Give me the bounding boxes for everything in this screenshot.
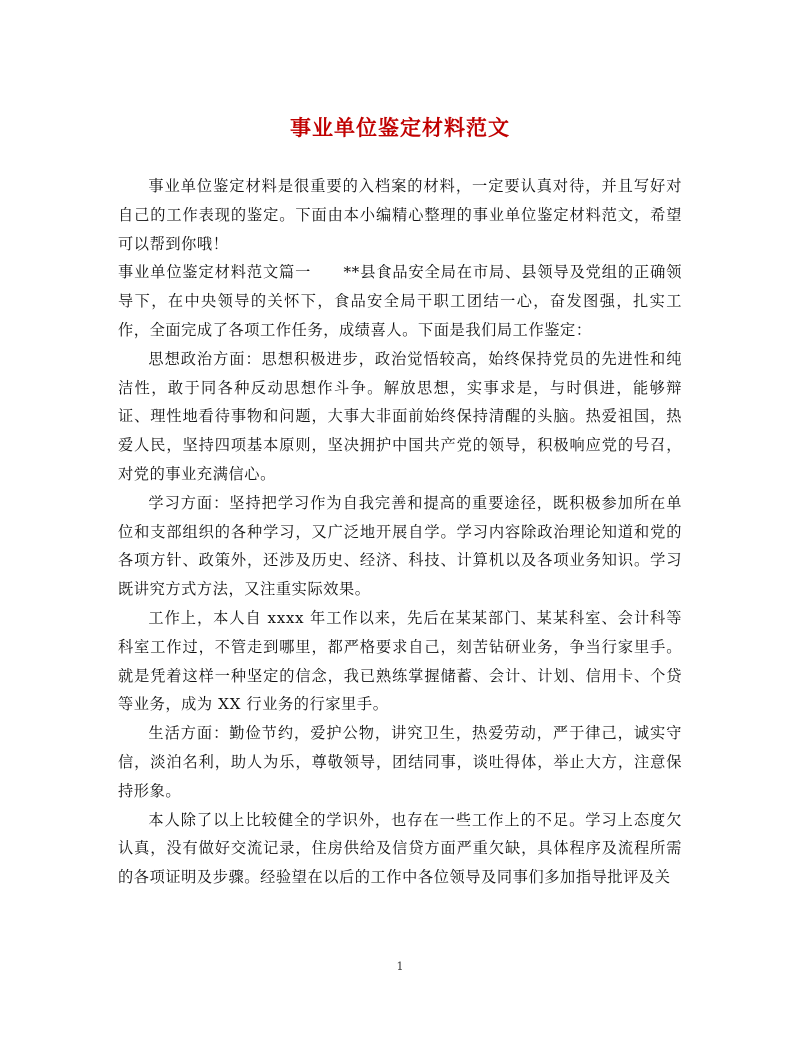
document-body <box>118 172 682 892</box>
paragraph-section-one: 事业单位鉴定材料范文篇一 **县食品安全局在市局、县领导及党组的正确领导下，在中央领导的关怀下，食品安全局干职工团结一心，奋发图强，扎实工作，全面完成了各项工作任务，成绩喜人。下面是我们局工作鉴定： <box>118 263 682 339</box>
paragraph-work: 工作上，本人自 xxxx 年工作以来，先后在某某部门、某某科室、会计科等科室工作过，不管走到哪里，都严格要求自己，刻苦钻研业务，争当行家里手。就是凭着这样一种坚定的信念，我已熟练掌握储蓄、会计、计划、信用卡、个贷等业务，成为 XX 行业务的行家里手。 <box>118 608 682 714</box>
page-number: 1 <box>396 960 404 973</box>
document-title: 事业单位鉴定材料范文 <box>290 115 510 140</box>
paragraph-political: 思想政治方面：思想积极进步，政治觉悟较高，始终保持党员的先进性和纯洁性，敢于同各种反动思想作斗争。解放思想，实事求是，与时俱进，能够辩证、理性地看待事物和问题，大事大非面前始终保持清醒的头脑。热爱祖国，热爱人民，坚持四项基本原则，坚决拥护中国共产党的领导，积极响应党的号召，对党的事业充满信心。 <box>118 349 682 483</box>
paragraph-study: 学习方面：坚持把学习作为自我完善和提高的重要途径，既积极参加所在单位和支部组织的各种学习，又广泛地开展自学。学习内容除政治理论知道和党的各项方针、政策外，还涉及历史、经济、科技、计算机以及各项业务知识。学习既讲究方式方法，又注重实际效果。 <box>118 493 682 599</box>
paragraph-shortcomings: 本人除了以上比较健全的学识外，也存在一些工作上的不足。学习上态度欠认真，没有做好交流记录，住房供给及信贷方面严重欠缺，具体程序及流程所需的各项证明及步骤。经验望在以后的工作中各位领导及同事们多加指导批评及关 <box>118 810 682 887</box>
paragraph-life: 生活方面：勤俭节约，爱护公物，讲究卫生，热爱劳动，严于律己，诚实守信，淡泊名利，助人为乐，尊敬领导，团结同事，谈吐得体，举止大方，注意保持形象。 <box>118 724 682 800</box>
paragraph-intro: 事业单位鉴定材料是很重要的入档案的材料，一定要认真对待，并且写好对自己的工作表现的鉴定。下面由本小编精心整理的事业单位鉴定材料范文，希望可以帮到你哦！ <box>118 177 682 253</box>
